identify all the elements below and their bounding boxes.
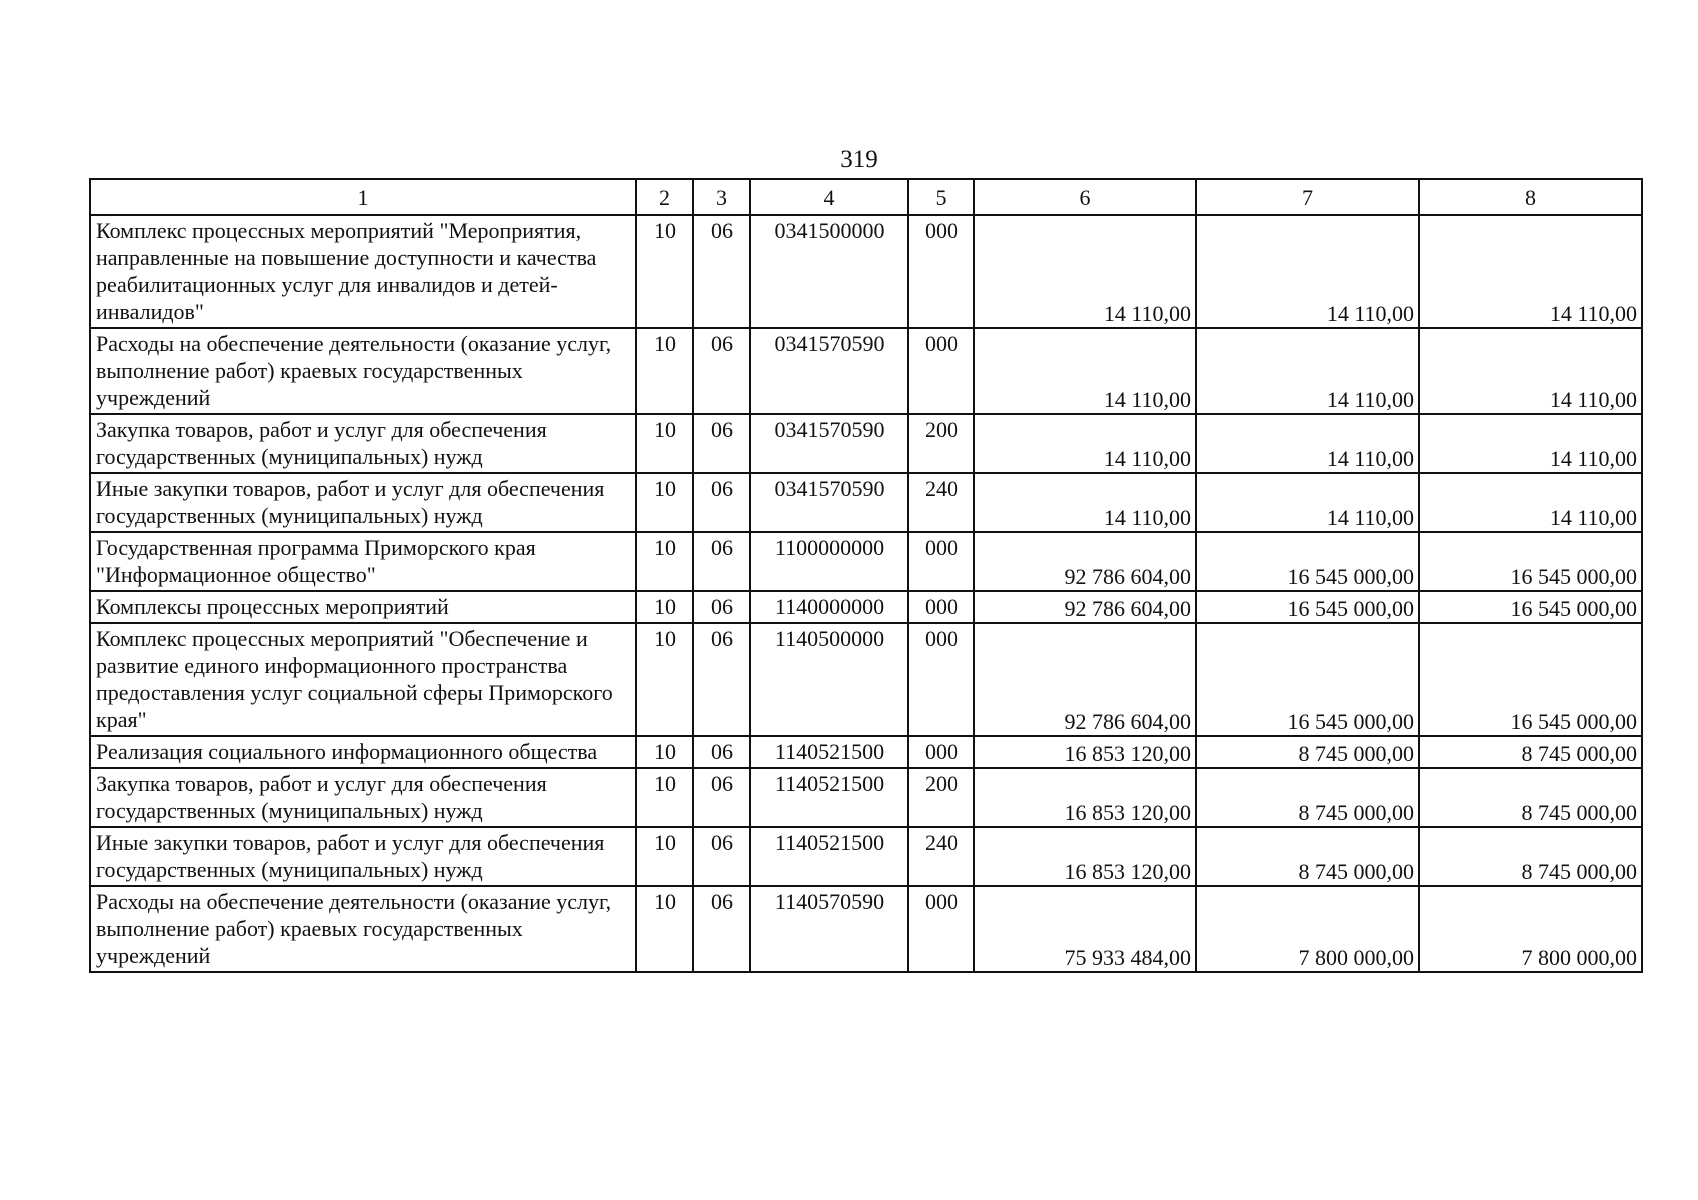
expense-type-code: 200 [908,414,974,473]
target-article-code: 0341570590 [750,473,908,532]
target-article-code: 1140521500 [750,768,908,827]
row-name: Реализация социального информационного общества [90,736,636,768]
table-row [90,886,1642,972]
row-name: Комплексы процессных мероприятий [90,591,636,623]
subsection-code: 06 [693,532,750,591]
section-code: 10 [636,473,693,532]
expense-type-code: 000 [908,886,974,972]
amount-col-8: 16 545 000,00 [1419,591,1642,623]
amount-col-8: 14 110,00 [1419,328,1642,414]
amount-col-7: 8 745 000,00 [1196,768,1419,827]
subsection-code: 06 [693,414,750,473]
amount-col-6: 92 786 604,00 [974,532,1196,591]
amount-col-7: 16 545 000,00 [1196,591,1419,623]
subsection-code: 06 [693,473,750,532]
row-name: Комплекс процессных мероприятий "Обеспечение и развитие единого информационного пространства предоставления услуг социальной сферы Приморского края" [90,623,636,736]
target-article-code: 1140000000 [750,591,908,623]
column-header-5: 5 [908,179,974,215]
subsection-code: 06 [693,215,750,328]
table-row [90,827,1642,886]
table-row [90,623,1642,736]
row-name: Иные закупки товаров, работ и услуг для обеспечения государственных (муниципальных) нужд [90,473,636,532]
amount-col-8: 7 800 000,00 [1419,886,1642,972]
target-article-code: 1140521500 [750,827,908,886]
amount-col-6: 14 110,00 [974,473,1196,532]
amount-col-6: 14 110,00 [974,414,1196,473]
amount-col-6: 14 110,00 [974,328,1196,414]
subsection-code: 06 [693,328,750,414]
expense-type-code: 240 [908,827,974,886]
column-header-6: 6 [974,179,1196,215]
amount-col-7: 16 545 000,00 [1196,532,1419,591]
table-row [90,414,1642,473]
amount-col-7: 16 545 000,00 [1196,623,1419,736]
subsection-code: 06 [693,768,750,827]
expense-type-code: 000 [908,736,974,768]
section-code: 10 [636,623,693,736]
amount-col-7: 8 745 000,00 [1196,827,1419,886]
expense-type-code: 000 [908,591,974,623]
target-article-code: 1140570590 [750,886,908,972]
expense-type-code: 000 [908,215,974,328]
page-number: 319 [840,146,878,173]
amount-col-7: 14 110,00 [1196,414,1419,473]
row-name: Расходы на обеспечение деятельности (оказание услуг, выполнение работ) краевых государственных учреждений [90,328,636,414]
amount-col-8: 14 110,00 [1419,473,1642,532]
row-name: Закупка товаров, работ и услуг для обеспечения государственных (муниципальных) нужд [90,414,636,473]
table-row [90,215,1642,328]
amount-col-8: 8 745 000,00 [1419,736,1642,768]
section-code: 10 [636,736,693,768]
amount-col-6: 16 853 120,00 [974,827,1196,886]
table-row [90,736,1642,768]
amount-col-8: 14 110,00 [1419,414,1642,473]
table-row [90,532,1642,591]
amount-col-6: 92 786 604,00 [974,623,1196,736]
budget-table [89,178,1643,973]
amount-col-7: 7 800 000,00 [1196,886,1419,972]
expense-type-code: 000 [908,532,974,591]
amount-col-7: 14 110,00 [1196,215,1419,328]
target-article-code: 1140500000 [750,623,908,736]
table-row [90,473,1642,532]
column-header-7: 7 [1196,179,1419,215]
amount-col-8: 8 745 000,00 [1419,768,1642,827]
amount-col-6: 14 110,00 [974,215,1196,328]
subsection-code: 06 [693,623,750,736]
section-code: 10 [636,532,693,591]
row-name: Закупка товаров, работ и услуг для обеспечения государственных (муниципальных) нужд [90,768,636,827]
target-article-code: 0341570590 [750,414,908,473]
amount-col-6: 92 786 604,00 [974,591,1196,623]
section-code: 10 [636,886,693,972]
amount-col-8: 16 545 000,00 [1419,623,1642,736]
column-header-8: 8 [1419,179,1642,215]
subsection-code: 06 [693,886,750,972]
amount-col-8: 8 745 000,00 [1419,827,1642,886]
target-article-code: 0341500000 [750,215,908,328]
table-row [90,328,1642,414]
amount-col-8: 14 110,00 [1419,215,1642,328]
expense-type-code: 000 [908,328,974,414]
subsection-code: 06 [693,736,750,768]
section-code: 10 [636,591,693,623]
expense-type-code: 000 [908,623,974,736]
row-name: Комплекс процессных мероприятий "Мероприятия, направленные на повышение доступности и качества реабилитационных услуг для инвалидов и детей-инвалидов" [90,215,636,328]
row-name: Расходы на обеспечение деятельности (оказание услуг, выполнение работ) краевых государственных учреждений [90,886,636,972]
column-header-2: 2 [636,179,693,215]
column-header-1: 1 [90,179,636,215]
header-row [90,179,1642,215]
subsection-code: 06 [693,827,750,886]
column-header-3: 3 [693,179,750,215]
row-name: Иные закупки товаров, работ и услуг для обеспечения государственных (муниципальных) нужд [90,827,636,886]
section-code: 10 [636,215,693,328]
amount-col-7: 8 745 000,00 [1196,736,1419,768]
target-article-code: 0341570590 [750,328,908,414]
amount-col-8: 16 545 000,00 [1419,532,1642,591]
row-name: Государственная программа Приморского края "Информационное общество" [90,532,636,591]
amount-col-6: 75 933 484,00 [974,886,1196,972]
amount-col-7: 14 110,00 [1196,328,1419,414]
expense-type-code: 200 [908,768,974,827]
section-code: 10 [636,414,693,473]
amount-col-7: 14 110,00 [1196,473,1419,532]
section-code: 10 [636,328,693,414]
column-header-4: 4 [750,179,908,215]
table-row [90,768,1642,827]
amount-col-6: 16 853 120,00 [974,768,1196,827]
expense-type-code: 240 [908,473,974,532]
target-article-code: 1100000000 [750,532,908,591]
section-code: 10 [636,827,693,886]
target-article-code: 1140521500 [750,736,908,768]
subsection-code: 06 [693,591,750,623]
amount-col-6: 16 853 120,00 [974,736,1196,768]
table-row [90,591,1642,623]
section-code: 10 [636,768,693,827]
